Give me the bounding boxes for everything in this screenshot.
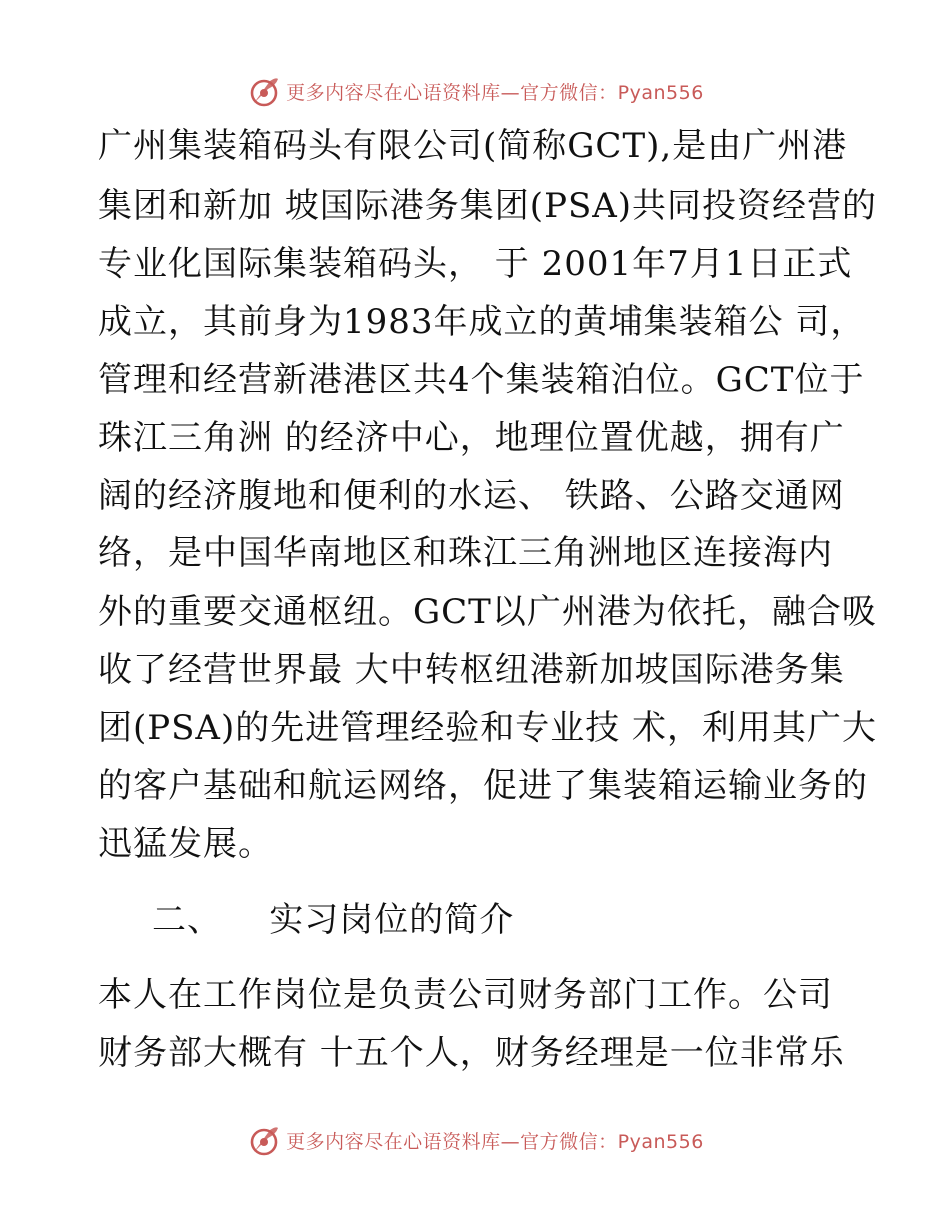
paragraph-line: 本人在工作岗位是负责公司财务部门工作。公司 bbox=[98, 975, 833, 1015]
paragraph-line: 络，是中国华南地区和珠江三角洲地区连接海内 bbox=[98, 533, 833, 573]
watermark-text: 更多内容尽在心语资料库—官方微信：Pyan556 bbox=[286, 1130, 704, 1153]
paragraph-line: 迅猛发展。 bbox=[98, 824, 273, 864]
paragraph-line: 成立，其前身为1983年成立的黄埔集装箱公 司， bbox=[98, 302, 866, 342]
paragraph-line: 财务部大概有 十五个人，财务经理是一位非常乐 bbox=[98, 1033, 845, 1073]
paragraph-line: 外的重要交通枢纽。GCT以广州港为依托，融合吸 bbox=[98, 592, 877, 632]
paragraph-line: 管理和经营新港港区共4个集装箱泊位。GCT位于 bbox=[98, 360, 865, 400]
paragraph-line: 珠江三角洲 的经济中心，地理位置优越，拥有广 bbox=[98, 418, 845, 458]
paragraph-line: 阔的经济腹地和便利的水运、 铁路、公路交通网 bbox=[98, 476, 845, 516]
feather-circle-logo-icon bbox=[246, 1122, 282, 1158]
section-heading: 二、 实习岗位的简介 bbox=[152, 900, 515, 940]
watermark-text: 更多内容尽在心语资料库—官方微信：Pyan556 bbox=[286, 81, 704, 104]
paragraph-line: 的客户基础和航运网络，促进了集装箱运输业务的 bbox=[98, 766, 868, 806]
paragraph-line: 专业化国际集装箱码头， 于 2001年7月1日正式 bbox=[98, 244, 853, 284]
footer-watermark bbox=[0, 1120, 950, 1160]
paragraph-line: 收了经营世界最 大中转枢纽港新加坡国际港务集 bbox=[98, 650, 845, 690]
paragraph-line: 广州集装箱码头有限公司(简称GCT),是由广州港 bbox=[98, 126, 848, 166]
paragraph-line: 团(PSA)的先进管理经验和专业技 术，利用其广大 bbox=[98, 708, 878, 748]
paragraph-line: 集团和新加 坡国际港务集团(PSA)共同投资经营的 bbox=[98, 186, 878, 226]
